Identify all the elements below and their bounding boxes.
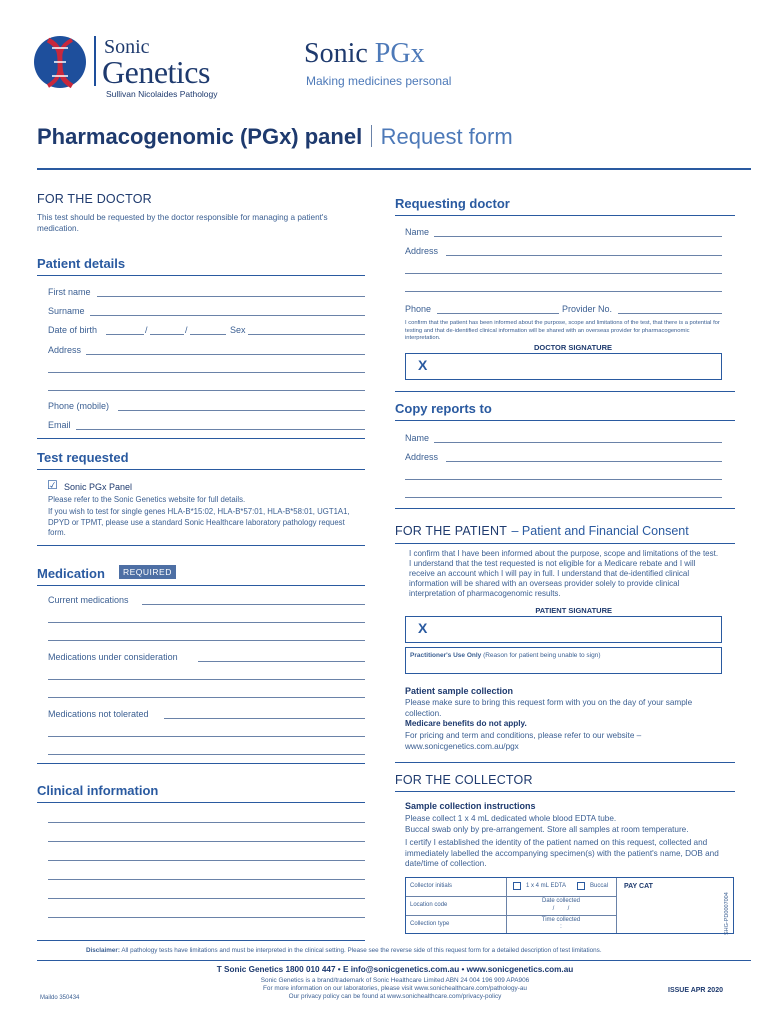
buccal-checkbox[interactable]	[577, 882, 585, 890]
dob-month-field[interactable]	[150, 334, 184, 335]
time-collected-colon: :	[560, 924, 562, 930]
collector-table	[405, 877, 734, 934]
collection-type-label: Collection type	[410, 921, 450, 927]
copy-address-field-3[interactable]	[405, 497, 722, 498]
dob-slash-2: /	[185, 325, 188, 335]
patient-rule	[37, 275, 365, 276]
dob-day-field[interactable]	[106, 334, 144, 335]
title-main: Pharmacogenomic (PGx) panel	[37, 124, 363, 149]
practitioner-use-label	[410, 652, 601, 659]
brand-line2: Genetics	[102, 54, 210, 90]
doctor-signature-box[interactable]	[405, 353, 722, 380]
test-note-1: Please refer to the Sonic Genetics website for full details.	[48, 495, 246, 504]
first-name-label: First name	[48, 287, 91, 297]
doctor-phone-field[interactable]	[437, 313, 559, 314]
for-patient-heading	[395, 522, 689, 540]
for-collector-heading: FOR THE COLLECTOR	[395, 773, 533, 787]
side-document-code: SHG-PD0007004	[724, 892, 730, 935]
title-sub: Request form	[380, 124, 513, 149]
first-name-field[interactable]	[97, 296, 365, 297]
copy-name-label: Name	[405, 433, 430, 443]
sex-label: Sex	[230, 325, 246, 335]
address-label: Address	[48, 345, 82, 355]
current-meds-field-3[interactable]	[48, 640, 365, 641]
address-field-1[interactable]	[86, 354, 365, 355]
clinical-field-3[interactable]	[48, 860, 365, 861]
dob-slash-1: /	[145, 325, 148, 335]
patient-signature-label: PATIENT SIGNATURE	[535, 606, 612, 615]
doctor-phone-label: Phone	[405, 304, 432, 314]
copy-bottom-rule	[395, 508, 735, 509]
patient-bottom-rule-right	[395, 762, 735, 763]
current-meds-label: Current medications	[48, 595, 129, 605]
medication-rule	[37, 585, 365, 586]
doctor-address-label: Address	[405, 246, 439, 256]
surname-label: Surname	[48, 306, 85, 316]
pgx-tagline: Making medicines personal	[306, 74, 452, 88]
edta-checkbox[interactable]	[513, 882, 521, 890]
date-collected-label: Date collected	[541, 898, 581, 904]
footer-privacy: Our privacy policy can be found at www.sonichealthcare.com/privacy-policy	[288, 993, 502, 1000]
meds-not-tolerated-field-2[interactable]	[48, 736, 365, 737]
test-note-2: If you wish to test for single genes HLA-B*15:02, HLA-B*57:01, HLA-B*58:01, UGT1A1, DPYD or TPMT, please use a standard Sonic Healthcare laboratory pathology request form.	[48, 507, 350, 537]
sex-field[interactable]	[248, 334, 365, 335]
current-meds-field-2[interactable]	[48, 622, 365, 623]
sample-collection-text: Please make sure to bring this request form with you on the day of your sample collection.	[405, 698, 693, 718]
patient-consent-rule	[395, 543, 735, 544]
provider-no-field[interactable]	[618, 313, 722, 314]
clinical-field-1[interactable]	[48, 822, 365, 823]
current-meds-field-1[interactable]	[142, 604, 365, 605]
collection-instr-2: Buccal swab only by pre-arrangement. Store all samples at room temperature.	[405, 825, 689, 834]
issue-date: ISSUE APR 2020	[668, 987, 723, 994]
requesting-bottom-rule	[395, 391, 735, 392]
patient-bottom-rule	[37, 438, 365, 439]
date-collected-slashes: / /	[552, 906, 570, 912]
clinical-info-heading: Clinical information	[37, 783, 159, 798]
pricing-text: For pricing and term and conditions, please refer to our website – www.sonicgenetics.com.au/pgx	[405, 731, 642, 751]
for-patient-heading-b: – Patient and Financial Consent	[511, 524, 689, 538]
dna-globe-icon	[32, 34, 90, 92]
collection-instructions-heading: Sample collection instructions	[405, 801, 536, 811]
time-collected-label: Time collected	[541, 917, 581, 923]
provider-no-label: Provider No.	[562, 304, 613, 314]
requesting-doctor-heading: Requesting doctor	[395, 196, 510, 211]
clinical-field-6[interactable]	[48, 917, 365, 918]
phone-mobile-label: Phone (mobile)	[48, 401, 110, 411]
collector-initials-label: Collector initials	[410, 883, 453, 889]
page-title	[37, 124, 513, 150]
buccal-label: Buccal	[590, 883, 609, 889]
collector-rule	[395, 791, 735, 792]
pay-cat-label: PAY CAT	[624, 883, 653, 890]
medication-heading: Medication	[37, 566, 105, 581]
surname-field[interactable]	[90, 315, 365, 316]
meds-consideration-label: Medications under consideration	[48, 652, 178, 662]
pgx-panel-checkbox[interactable]: ☑	[47, 478, 58, 492]
meds-consideration-field-3[interactable]	[48, 697, 365, 698]
test-requested-heading: Test requested	[37, 450, 129, 465]
pgx-brand-b: PGx	[374, 38, 425, 69]
edta-label: 1 x 4 mL EDTA	[526, 883, 567, 889]
location-code-label: Location code	[410, 902, 448, 908]
test-bottom-rule	[37, 545, 365, 546]
clinical-rule	[37, 802, 365, 803]
meds-consideration-field-2[interactable]	[48, 679, 365, 680]
dob-label: Date of birth	[48, 325, 98, 335]
footer-rule	[37, 960, 751, 961]
test-rule	[37, 469, 365, 470]
sonic-genetics-logo	[32, 34, 232, 104]
copy-name-field[interactable]	[434, 442, 722, 443]
dob-year-field[interactable]	[190, 334, 226, 335]
doctor-address-field-2[interactable]	[405, 273, 722, 274]
disclaimer-label: Disclaimer:	[86, 947, 120, 954]
patient-consent-text: I confirm that I have been informed about the purpose, scope and limitations of the test. I understand that the test requested is not eligible for a Medicare rebate and I will receive an account which I will pay in full. I understand that de-identified clinical information will be shared with an overseas provider solely to provide clinical interpretation of pharmacogenomic results.	[409, 549, 719, 598]
copy-reports-heading: Copy reports to	[395, 401, 492, 416]
disclaimer	[86, 947, 602, 954]
medicare-text: Medicare benefits do not apply.	[405, 719, 527, 728]
copy-rule	[395, 420, 735, 421]
copy-address-field-2[interactable]	[405, 479, 722, 480]
practitioner-use-a: Practitioner's Use Only	[410, 652, 482, 659]
collection-instr-1: Please collect 1 x 4 mL dedicated whole blood EDTA tube.	[405, 814, 617, 823]
practitioner-use-box[interactable]	[405, 647, 722, 674]
footer-contact: T Sonic Genetics 1800 010 447 • E info@sonicgenetics.com.au • www.sonicgenetics.com.au	[216, 965, 574, 974]
copy-address-field-1[interactable]	[446, 461, 722, 462]
email-label: Email	[48, 420, 71, 430]
address-field-3[interactable]	[48, 390, 365, 391]
medication-bottom-rule	[37, 763, 365, 764]
pgx-panel-label: Sonic PGx Panel	[64, 482, 133, 492]
doctor-name-label: Name	[405, 227, 430, 237]
patient-signature-box[interactable]	[405, 616, 722, 643]
footer-more-info: For more information on our laboratories, please visit www.sonichealthcare.com/pathology-au	[263, 985, 527, 992]
footer-mailing-code: Maildo 350434	[40, 995, 80, 1001]
title-rule	[37, 168, 751, 170]
for-doctor-heading: FOR THE DOCTOR	[37, 192, 152, 206]
doctor-name-field[interactable]	[434, 236, 722, 237]
sonic-pgx-logo	[304, 38, 484, 94]
copy-address-label: Address	[405, 452, 439, 462]
clinical-bottom-rule	[37, 940, 365, 941]
doctor-address-field-1[interactable]	[446, 255, 722, 256]
meds-not-tolerated-field-1[interactable]	[164, 718, 365, 719]
patient-signature-x: X	[418, 620, 428, 636]
clinical-field-4[interactable]	[48, 879, 365, 880]
required-badge: REQUIRED	[119, 565, 176, 579]
sample-collection-heading: Patient sample collection	[405, 686, 514, 696]
doctor-consent-text: I confirm that the patient has been informed about the purpose, scope and limitations of the test, that there is a potential for testing and that de-identified clinical information will be shared with an overseas provider for pharmacogenomic interpretation.	[405, 320, 720, 341]
collector-certify: I certify I established the identity of the patient named on this request, collected and immediately labelled the accompanying specimen(s) with the patient's name, DOB and date/time of collection.	[405, 838, 719, 868]
patient-details-heading: Patient details	[37, 256, 126, 271]
requesting-rule	[395, 215, 735, 216]
doctor-note: This test should be requested by the doctor responsible for managing a patient's medication.	[37, 213, 328, 233]
pgx-brand-a: Sonic	[304, 38, 368, 69]
clinical-field-2[interactable]	[48, 841, 365, 842]
doctor-signature-label: DOCTOR SIGNATURE	[533, 343, 612, 352]
brand-sub: Sullivan Nicolaides Pathology	[106, 89, 218, 99]
doctor-signature-x: X	[418, 357, 428, 373]
footer-brand-note: Sonic Genetics is a brand/trademark of Sonic Healthcare Limited ABN 24 004 196 909 APA906	[260, 977, 530, 984]
brand-line1: Sonic	[104, 36, 150, 58]
practitioner-use-b: (Reason for patient being unable to sign)	[483, 652, 601, 659]
meds-not-tolerated-field-3[interactable]	[48, 754, 365, 755]
for-patient-heading-a: FOR THE PATIENT	[395, 524, 508, 538]
address-field-2[interactable]	[48, 372, 365, 373]
email-field[interactable]	[76, 429, 365, 430]
meds-consideration-field-1[interactable]	[198, 661, 365, 662]
clinical-field-5[interactable]	[48, 898, 365, 899]
doctor-address-field-3[interactable]	[405, 291, 722, 292]
phone-mobile-field[interactable]	[118, 410, 365, 411]
disclaimer-text: All pathology tests have limitations and must be interpreted in the clinical setting. Please see the reverse side of this request form for a detailed description of test limitations.	[121, 947, 602, 954]
meds-not-tolerated-label: Medications not tolerated	[48, 709, 149, 719]
